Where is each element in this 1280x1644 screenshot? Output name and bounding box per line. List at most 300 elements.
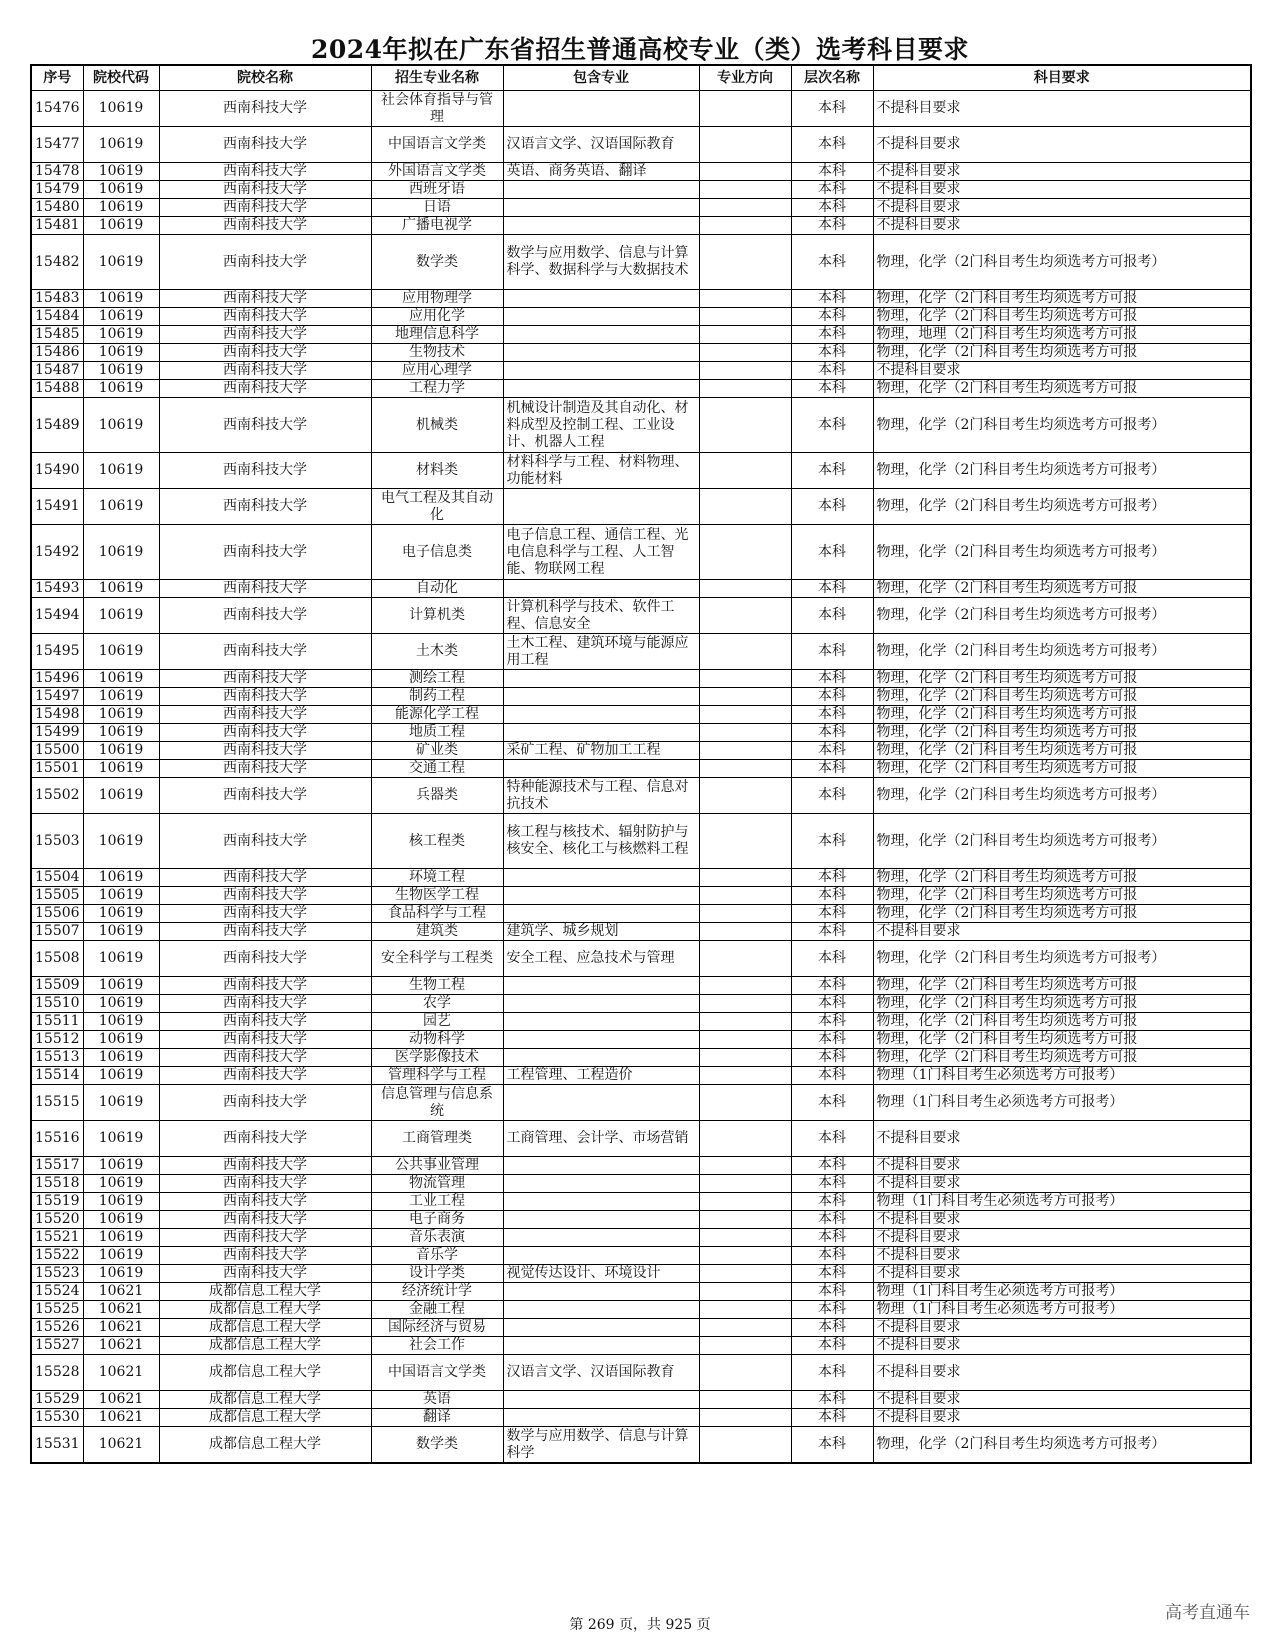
cell-major: 中国语言文学类 xyxy=(371,127,503,163)
table-row xyxy=(31,380,1251,398)
cell-requirement: 物理，化学（2门科目考生均须选考方可报考） xyxy=(873,398,1251,453)
cell-major: 医学影像技术 xyxy=(371,1049,503,1067)
cell-school: 西南科技大学 xyxy=(159,380,371,398)
cell-major: 音乐学 xyxy=(371,1247,503,1265)
cell-no: 15488 xyxy=(31,380,83,398)
cell-code: 10619 xyxy=(83,127,159,163)
cell-code: 10619 xyxy=(83,217,159,235)
cell-no: 15531 xyxy=(31,1427,83,1464)
cell-major: 社会工作 xyxy=(371,1337,503,1355)
cell-direction xyxy=(699,127,791,163)
cell-includes xyxy=(503,199,699,217)
cell-level: 本科 xyxy=(791,380,873,398)
cell-code: 10619 xyxy=(83,742,159,760)
table-row xyxy=(31,1229,1251,1247)
cell-major: 工业工程 xyxy=(371,1193,503,1211)
cell-includes: 土木工程、建筑环境与能源应用工程 xyxy=(503,634,699,670)
cell-level: 本科 xyxy=(791,634,873,670)
cell-no: 15478 xyxy=(31,163,83,181)
cell-no: 15484 xyxy=(31,308,83,326)
cell-level: 本科 xyxy=(791,688,873,706)
table-row xyxy=(31,1211,1251,1229)
cell-major: 土木类 xyxy=(371,634,503,670)
cell-requirement: 物理，化学（2门科目考生均须选考方可报 xyxy=(873,760,1251,778)
cell-level: 本科 xyxy=(791,1319,873,1337)
cell-requirement: 不提科目要求 xyxy=(873,1229,1251,1247)
cell-school: 西南科技大学 xyxy=(159,995,371,1013)
cell-major: 生物医学工程 xyxy=(371,887,503,905)
cell-major: 信息管理与信息系统 xyxy=(371,1085,503,1121)
cell-major: 测绘工程 xyxy=(371,670,503,688)
cell-no: 15523 xyxy=(31,1265,83,1283)
cell-school: 西南科技大学 xyxy=(159,525,371,580)
cell-direction xyxy=(699,1085,791,1121)
cell-school: 西南科技大学 xyxy=(159,181,371,199)
cell-no: 15497 xyxy=(31,688,83,706)
requirements-table-container xyxy=(30,64,1250,1464)
cell-direction xyxy=(699,181,791,199)
cell-no: 15520 xyxy=(31,1211,83,1229)
cell-requirement: 物理，化学（2门科目考生均须选考方可报考） xyxy=(873,525,1251,580)
cell-major: 能源化学工程 xyxy=(371,706,503,724)
cell-code: 10619 xyxy=(83,634,159,670)
cell-direction xyxy=(699,869,791,887)
cell-level: 本科 xyxy=(791,1427,873,1464)
table-header-row xyxy=(31,65,1251,91)
table-row xyxy=(31,941,1251,977)
cell-major: 生物技术 xyxy=(371,344,503,362)
cell-direction xyxy=(699,742,791,760)
cell-direction xyxy=(699,91,791,127)
cell-code: 10619 xyxy=(83,398,159,453)
cell-direction xyxy=(699,1409,791,1427)
cell-includes xyxy=(503,1085,699,1121)
cell-level: 本科 xyxy=(791,706,873,724)
table-row xyxy=(31,1265,1251,1283)
cell-requirement: 不提科目要求 xyxy=(873,1265,1251,1283)
cell-school: 西南科技大学 xyxy=(159,941,371,977)
table-body xyxy=(31,91,1251,1464)
cell-direction xyxy=(699,1049,791,1067)
cell-direction xyxy=(699,1283,791,1301)
cell-includes xyxy=(503,688,699,706)
cell-no: 15480 xyxy=(31,199,83,217)
cell-school: 西南科技大学 xyxy=(159,199,371,217)
cell-school: 西南科技大学 xyxy=(159,1067,371,1085)
cell-requirement: 物理，化学（2门科目考生均须选考方可报 xyxy=(873,1049,1251,1067)
cell-includes xyxy=(503,1049,699,1067)
cell-school: 西南科技大学 xyxy=(159,869,371,887)
cell-direction xyxy=(699,235,791,290)
cell-code: 10619 xyxy=(83,706,159,724)
cell-major: 建筑类 xyxy=(371,923,503,941)
cell-includes xyxy=(503,670,699,688)
cell-level: 本科 xyxy=(791,1301,873,1319)
cell-school: 西南科技大学 xyxy=(159,977,371,995)
cell-level: 本科 xyxy=(791,778,873,814)
cell-direction xyxy=(699,362,791,380)
cell-level: 本科 xyxy=(791,1175,873,1193)
cell-no: 15501 xyxy=(31,760,83,778)
cell-includes xyxy=(503,344,699,362)
cell-no: 15486 xyxy=(31,344,83,362)
table-row xyxy=(31,1085,1251,1121)
cell-direction xyxy=(699,308,791,326)
cell-major: 广播电视学 xyxy=(371,217,503,235)
cell-school: 西南科技大学 xyxy=(159,1175,371,1193)
cell-no: 15498 xyxy=(31,706,83,724)
cell-requirement: 不提科目要求 xyxy=(873,1247,1251,1265)
cell-includes: 采矿工程、矿物加工工程 xyxy=(503,742,699,760)
cell-requirement: 物理，化学（2门科目考生均须选考方可报 xyxy=(873,977,1251,995)
cell-includes: 机械设计制造及其自动化、材料成型及控制工程、工业设计、机器人工程 xyxy=(503,398,699,453)
cell-code: 10619 xyxy=(83,670,159,688)
cell-major: 计算机类 xyxy=(371,598,503,634)
cell-no: 15493 xyxy=(31,580,83,598)
cell-direction xyxy=(699,724,791,742)
cell-level: 本科 xyxy=(791,1265,873,1283)
cell-direction xyxy=(699,1193,791,1211)
cell-direction xyxy=(699,290,791,308)
cell-school: 西南科技大学 xyxy=(159,453,371,489)
cell-direction xyxy=(699,199,791,217)
table-row xyxy=(31,724,1251,742)
cell-major: 工程力学 xyxy=(371,380,503,398)
cell-school: 西南科技大学 xyxy=(159,1247,371,1265)
cell-major: 矿业类 xyxy=(371,742,503,760)
cell-direction xyxy=(699,344,791,362)
cell-includes: 计算机科学与技术、软件工程、信息安全 xyxy=(503,598,699,634)
cell-level: 本科 xyxy=(791,1247,873,1265)
cell-major: 数学类 xyxy=(371,235,503,290)
cell-major: 地理信息科学 xyxy=(371,326,503,344)
cell-no: 15529 xyxy=(31,1391,83,1409)
cell-code: 10619 xyxy=(83,869,159,887)
cell-code: 10619 xyxy=(83,887,159,905)
cell-level: 本科 xyxy=(791,905,873,923)
cell-includes xyxy=(503,1319,699,1337)
cell-code: 10621 xyxy=(83,1319,159,1337)
cell-requirement: 物理，化学（2门科目考生均须选考方可报考） xyxy=(873,453,1251,489)
cell-code: 10619 xyxy=(83,1193,159,1211)
cell-level: 本科 xyxy=(791,580,873,598)
cell-direction xyxy=(699,887,791,905)
cell-no: 15477 xyxy=(31,127,83,163)
cell-major: 音乐表演 xyxy=(371,1229,503,1247)
cell-no: 15525 xyxy=(31,1301,83,1319)
cell-direction xyxy=(699,1013,791,1031)
cell-school: 西南科技大学 xyxy=(159,688,371,706)
cell-code: 10619 xyxy=(83,1229,159,1247)
cell-level: 本科 xyxy=(791,489,873,525)
table-row xyxy=(31,760,1251,778)
cell-includes xyxy=(503,181,699,199)
table-row xyxy=(31,634,1251,670)
cell-code: 10619 xyxy=(83,923,159,941)
cell-code: 10619 xyxy=(83,598,159,634)
cell-school: 西南科技大学 xyxy=(159,290,371,308)
cell-school: 西南科技大学 xyxy=(159,1193,371,1211)
cell-school: 西南科技大学 xyxy=(159,344,371,362)
cell-major: 动物科学 xyxy=(371,1031,503,1049)
cell-no: 15502 xyxy=(31,778,83,814)
cell-code: 10619 xyxy=(83,199,159,217)
cell-requirement: 物理（1门科目考生必须选考方可报考） xyxy=(873,1067,1251,1085)
cell-school: 西南科技大学 xyxy=(159,1085,371,1121)
cell-direction xyxy=(699,1229,791,1247)
cell-level: 本科 xyxy=(791,995,873,1013)
cell-includes xyxy=(503,1391,699,1409)
table-row xyxy=(31,1409,1251,1427)
cell-major: 物流管理 xyxy=(371,1175,503,1193)
cell-level: 本科 xyxy=(791,163,873,181)
cell-direction xyxy=(699,941,791,977)
cell-level: 本科 xyxy=(791,1157,873,1175)
cell-requirement: 物理，化学（2门科目考生均须选考方可报 xyxy=(873,290,1251,308)
cell-level: 本科 xyxy=(791,923,873,941)
cell-includes: 数学与应用数学、信息与计算科学、数据科学与大数据技术 xyxy=(503,235,699,290)
cell-direction xyxy=(699,814,791,869)
table-row xyxy=(31,688,1251,706)
cell-requirement: 物理，化学（2门科目考生均须选考方可报 xyxy=(873,887,1251,905)
cell-school: 成都信息工程大学 xyxy=(159,1355,371,1391)
cell-level: 本科 xyxy=(791,326,873,344)
cell-no: 15491 xyxy=(31,489,83,525)
cell-direction xyxy=(699,163,791,181)
table-row xyxy=(31,1301,1251,1319)
table-row xyxy=(31,199,1251,217)
cell-no: 15513 xyxy=(31,1049,83,1067)
cell-code: 10621 xyxy=(83,1391,159,1409)
table-row xyxy=(31,127,1251,163)
cell-level: 本科 xyxy=(791,1031,873,1049)
cell-school: 西南科技大学 xyxy=(159,814,371,869)
table-row xyxy=(31,1121,1251,1157)
cell-no: 15506 xyxy=(31,905,83,923)
cell-level: 本科 xyxy=(791,398,873,453)
cell-code: 10619 xyxy=(83,905,159,923)
cell-requirement: 物理，化学（2门科目考生均须选考方可报 xyxy=(873,706,1251,724)
table-row xyxy=(31,995,1251,1013)
cell-requirement: 不提科目要求 xyxy=(873,923,1251,941)
cell-level: 本科 xyxy=(791,869,873,887)
cell-no: 15507 xyxy=(31,923,83,941)
cell-major: 电子商务 xyxy=(371,1211,503,1229)
table-row xyxy=(31,977,1251,995)
cell-major: 安全科学与工程类 xyxy=(371,941,503,977)
cell-no: 15528 xyxy=(31,1355,83,1391)
cell-requirement: 物理（1门科目考生必须选考方可报考） xyxy=(873,1193,1251,1211)
cell-level: 本科 xyxy=(791,941,873,977)
cell-school: 成都信息工程大学 xyxy=(159,1283,371,1301)
table-row xyxy=(31,1031,1251,1049)
cell-code: 10619 xyxy=(83,1049,159,1067)
cell-includes xyxy=(503,217,699,235)
cell-major: 地质工程 xyxy=(371,724,503,742)
table-row xyxy=(31,1427,1251,1464)
cell-no: 15476 xyxy=(31,91,83,127)
cell-code: 10619 xyxy=(83,1031,159,1049)
cell-requirement: 不提科目要求 xyxy=(873,1337,1251,1355)
cell-direction xyxy=(699,398,791,453)
cell-school: 西南科技大学 xyxy=(159,670,371,688)
cell-requirement: 不提科目要求 xyxy=(873,362,1251,380)
cell-major: 电子信息类 xyxy=(371,525,503,580)
cell-includes: 特种能源技术与工程、信息对抗技术 xyxy=(503,778,699,814)
cell-direction xyxy=(699,995,791,1013)
cell-direction xyxy=(699,217,791,235)
cell-includes xyxy=(503,380,699,398)
cell-includes xyxy=(503,1031,699,1049)
cell-school: 西南科技大学 xyxy=(159,634,371,670)
cell-code: 10619 xyxy=(83,344,159,362)
cell-direction xyxy=(699,1301,791,1319)
cell-direction xyxy=(699,977,791,995)
cell-direction xyxy=(699,760,791,778)
cell-major: 电气工程及其自动化 xyxy=(371,489,503,525)
cell-major: 应用化学 xyxy=(371,308,503,326)
cell-requirement: 物理，化学（2门科目考生均须选考方可报 xyxy=(873,1013,1251,1031)
table-row xyxy=(31,706,1251,724)
cell-major: 自动化 xyxy=(371,580,503,598)
cell-school: 西南科技大学 xyxy=(159,706,371,724)
cell-level: 本科 xyxy=(791,887,873,905)
cell-includes: 汉语言文学、汉语国际教育 xyxy=(503,127,699,163)
cell-requirement: 物理，化学（2门科目考生均须选考方可报 xyxy=(873,580,1251,598)
cell-school: 西南科技大学 xyxy=(159,598,371,634)
cell-includes: 工程管理、工程造价 xyxy=(503,1067,699,1085)
page-title: 2024年拟在广东省招生普通高校专业（类）选考科目要求 xyxy=(310,35,970,64)
cell-requirement: 物理（1门科目考生必须选考方可报考） xyxy=(873,1085,1251,1121)
cell-school: 成都信息工程大学 xyxy=(159,1391,371,1409)
table-row xyxy=(31,1067,1251,1085)
cell-code: 10619 xyxy=(83,814,159,869)
table-row xyxy=(31,308,1251,326)
table-row xyxy=(31,1157,1251,1175)
cell-requirement: 物理，化学（2门科目考生均须选考方可报 xyxy=(873,724,1251,742)
table-row xyxy=(31,1337,1251,1355)
cell-direction xyxy=(699,688,791,706)
cell-level: 本科 xyxy=(791,235,873,290)
table-row xyxy=(31,1391,1251,1409)
table-row xyxy=(31,91,1251,127)
cell-direction xyxy=(699,326,791,344)
cell-code: 10619 xyxy=(83,1265,159,1283)
cell-school: 西南科技大学 xyxy=(159,308,371,326)
cell-code: 10619 xyxy=(83,163,159,181)
cell-code: 10619 xyxy=(83,91,159,127)
cell-includes xyxy=(503,1175,699,1193)
cell-code: 10619 xyxy=(83,1211,159,1229)
cell-includes: 安全工程、应急技术与管理 xyxy=(503,941,699,977)
table-row xyxy=(31,1175,1251,1193)
cell-direction xyxy=(699,634,791,670)
cell-no: 15527 xyxy=(31,1337,83,1355)
cell-major: 交通工程 xyxy=(371,760,503,778)
cell-no: 15514 xyxy=(31,1067,83,1085)
cell-no: 15522 xyxy=(31,1247,83,1265)
cell-school: 西南科技大学 xyxy=(159,326,371,344)
table-row xyxy=(31,598,1251,634)
cell-no: 15516 xyxy=(31,1121,83,1157)
cell-code: 10619 xyxy=(83,453,159,489)
cell-no: 15495 xyxy=(31,634,83,670)
cell-includes xyxy=(503,362,699,380)
table-row xyxy=(31,1049,1251,1067)
cell-includes xyxy=(503,1409,699,1427)
cell-level: 本科 xyxy=(791,91,873,127)
cell-major: 设计学类 xyxy=(371,1265,503,1283)
cell-school: 西南科技大学 xyxy=(159,1013,371,1031)
table-row xyxy=(31,778,1251,814)
cell-code: 10619 xyxy=(83,760,159,778)
cell-requirement: 物理，化学（2门科目考生均须选考方可报考） xyxy=(873,489,1251,525)
cell-major: 社会体育指导与管理 xyxy=(371,91,503,127)
cell-level: 本科 xyxy=(791,290,873,308)
cell-requirement: 不提科目要求 xyxy=(873,1211,1251,1229)
cell-code: 10621 xyxy=(83,1337,159,1355)
cell-code: 10619 xyxy=(83,181,159,199)
cell-direction xyxy=(699,453,791,489)
table-row xyxy=(31,235,1251,290)
cell-requirement: 物理，化学（2门科目考生均须选考方可报考） xyxy=(873,235,1251,290)
cell-direction xyxy=(699,706,791,724)
cell-school: 成都信息工程大学 xyxy=(159,1337,371,1355)
cell-requirement: 物理（1门科目考生必须选考方可报考） xyxy=(873,1283,1251,1301)
cell-requirement: 不提科目要求 xyxy=(873,1355,1251,1391)
cell-level: 本科 xyxy=(791,181,873,199)
cell-includes xyxy=(503,1193,699,1211)
table-row xyxy=(31,181,1251,199)
cell-code: 10619 xyxy=(83,326,159,344)
cell-no: 15518 xyxy=(31,1175,83,1193)
cell-direction xyxy=(699,380,791,398)
table-row xyxy=(31,453,1251,489)
cell-requirement: 不提科目要求 xyxy=(873,1409,1251,1427)
cell-level: 本科 xyxy=(791,1193,873,1211)
cell-direction xyxy=(699,598,791,634)
cell-no: 15517 xyxy=(31,1157,83,1175)
cell-major: 应用物理学 xyxy=(371,290,503,308)
cell-direction xyxy=(699,1121,791,1157)
cell-school: 西南科技大学 xyxy=(159,760,371,778)
cell-school: 西南科技大学 xyxy=(159,580,371,598)
cell-code: 10621 xyxy=(83,1427,159,1464)
cell-level: 本科 xyxy=(791,977,873,995)
cell-level: 本科 xyxy=(791,760,873,778)
cell-code: 10621 xyxy=(83,1409,159,1427)
cell-code: 10619 xyxy=(83,290,159,308)
cell-code: 10621 xyxy=(83,1355,159,1391)
cell-direction xyxy=(699,778,791,814)
cell-level: 本科 xyxy=(791,1391,873,1409)
cell-school: 西南科技大学 xyxy=(159,217,371,235)
cell-direction xyxy=(699,1319,791,1337)
cell-direction xyxy=(699,905,791,923)
table-row xyxy=(31,326,1251,344)
cell-includes xyxy=(503,1283,699,1301)
cell-direction xyxy=(699,1337,791,1355)
cell-code: 10619 xyxy=(83,1175,159,1193)
cell-no: 15494 xyxy=(31,598,83,634)
table-row xyxy=(31,362,1251,380)
cell-requirement: 不提科目要求 xyxy=(873,127,1251,163)
cell-major: 金融工程 xyxy=(371,1301,503,1319)
cell-level: 本科 xyxy=(791,1067,873,1085)
table-row xyxy=(31,887,1251,905)
header-code: 院校代码 xyxy=(83,65,159,91)
cell-includes xyxy=(503,706,699,724)
